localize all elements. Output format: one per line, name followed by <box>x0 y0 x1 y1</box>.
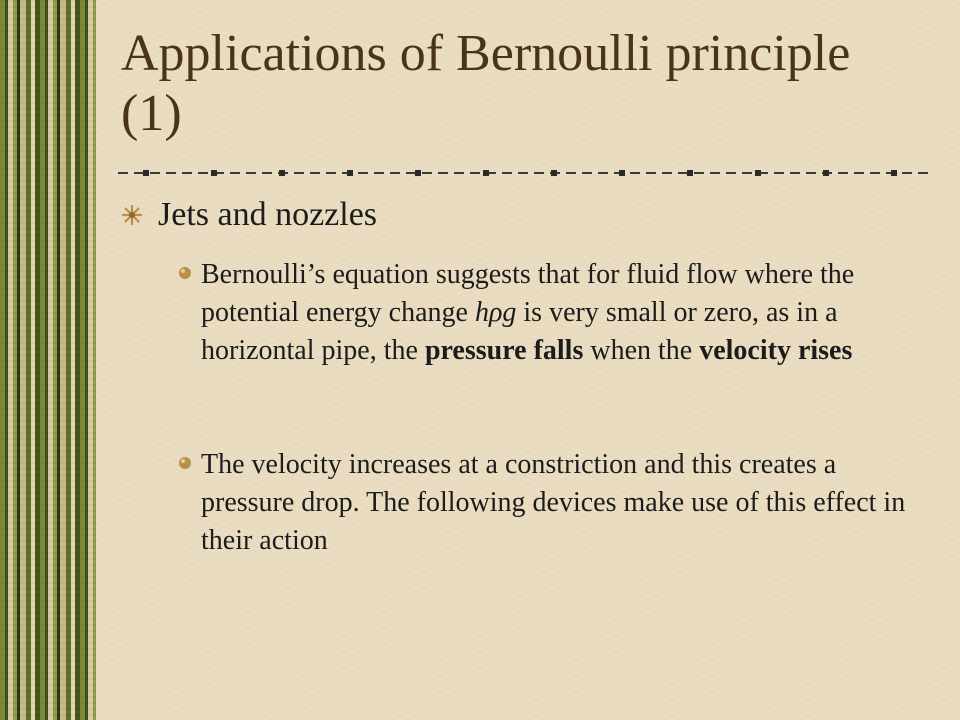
divider-dot <box>755 170 761 176</box>
divider-dot <box>823 170 829 176</box>
bullet1-text-part3: when the <box>583 335 700 366</box>
symbol-h: h <box>474 297 489 328</box>
starburst-bullet-icon <box>122 205 142 225</box>
bullet-text-bernoulli-equation <box>201 256 928 370</box>
divider-dot <box>279 170 285 176</box>
round-bullet-icon <box>178 266 192 280</box>
symbol-g: g <box>502 297 517 328</box>
bullet1-text-part2: is very small or zero, as in a horizontal pipe, the <box>201 297 838 366</box>
divider-dot <box>551 170 557 176</box>
bullet-level2-2 <box>178 446 928 560</box>
bullet-level2-1 <box>178 256 928 370</box>
bullet-level1 <box>122 196 922 234</box>
divider-dot <box>415 170 421 176</box>
bullet-text-velocity-constriction: The velocity increases at a constriction and this creates a pressure drop. The following devices make use of this effect in their action <box>201 449 906 556</box>
round-bullet-icon <box>178 456 192 470</box>
divider-dot <box>619 170 625 176</box>
divider-dot <box>891 170 897 176</box>
heading-jets-and-nozzles: Jets and nozzles <box>158 196 378 233</box>
slide-title: Applications of Bernoulli principle (1) <box>121 25 851 142</box>
bold-pressure-falls: pressure falls <box>424 335 584 366</box>
divider-dot <box>211 170 217 176</box>
stripe-texture-overlay <box>0 0 96 720</box>
bold-velocity-rises: velocity rises <box>699 335 853 366</box>
divider-dot <box>483 170 489 176</box>
divider-dot <box>143 170 149 176</box>
divider-dot <box>347 170 353 176</box>
bullet1-text-part1: Bernoulli’s equation suggests that for fluid flow where the potential energy change <box>201 259 855 328</box>
divider-dot <box>687 170 693 176</box>
title-divider <box>118 164 928 182</box>
symbol-rho: ρ <box>488 297 503 328</box>
